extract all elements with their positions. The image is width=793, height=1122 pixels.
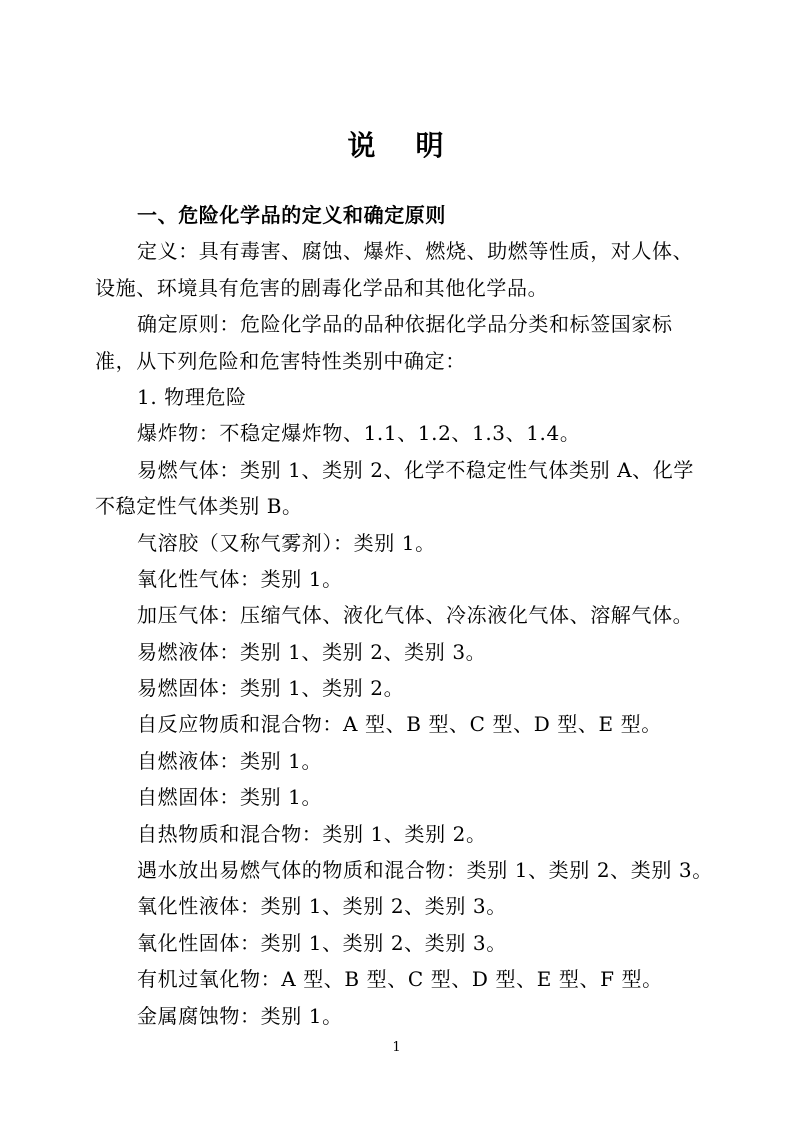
title-char-1: 说 [347, 129, 378, 162]
item-explosives: 爆炸物：不稳定爆炸物、1.1、1.2、1.3、1.4。 [137, 421, 581, 446]
principle-line-1: 确定原则：危险化学品的品种依据化学品分类和标签国家标 [137, 312, 673, 337]
item-water-reactive: 遇水放出易燃气体的物质和混合物：类别 1、类别 2、类别 3。 [137, 858, 713, 883]
item-self-reactive: 自反应物质和混合物：A 型、B 型、C 型、D 型、E 型。 [137, 712, 662, 737]
document-body [95, 197, 713, 1034]
item-oxidizing-gases: 氧化性气体：类别 1。 [137, 566, 343, 591]
page-title [0, 124, 793, 164]
section-heading: 一、危险化学品的定义和确定原则 [137, 203, 446, 227]
item-self-heating: 自热物质和混合物：类别 1、类别 2。 [137, 821, 487, 846]
principle-line-2: 准，从下列危险和危害特性类别中确定： [95, 348, 466, 373]
item-flammable-solids: 易燃固体：类别 1、类别 2。 [137, 676, 405, 701]
definition-line-1: 定义：具有毒害、腐蚀、爆炸、燃烧、助燃等性质，对人体、 [137, 239, 694, 264]
title-char-2: 明 [415, 129, 446, 162]
item-pyrophoric-solids: 自燃固体：类别 1。 [137, 785, 323, 810]
item-metal-corrosive: 金属腐蚀物：类别 1。 [137, 1003, 343, 1028]
subsection-heading: 1. 物理危险 [137, 384, 247, 409]
item-gases-under-pressure: 加压气体：压缩气体、液化气体、冷冻液化气体、溶解气体。 [137, 603, 694, 628]
item-oxidizing-liquids: 氧化性液体：类别 1、类别 2、类别 3。 [137, 894, 507, 919]
item-pyrophoric-liquids: 自燃液体：类别 1。 [137, 748, 323, 773]
item-flammable-gases-cont: 不稳定性气体类别 B。 [95, 494, 303, 519]
item-flammable-liquids: 易燃液体：类别 1、类别 2、类别 3。 [137, 639, 487, 664]
page-number: 1 [392, 1040, 401, 1055]
definition-line-2: 设施、环境具有危害的剧毒化学品和其他化学品。 [95, 275, 549, 300]
item-organic-peroxides: 有机过氧化物：A 型、B 型、C 型、D 型、E 型、F 型。 [137, 967, 663, 992]
item-oxidizing-solids: 氧化性固体：类别 1、类别 2、类别 3。 [137, 930, 507, 955]
item-flammable-gases: 易燃气体：类别 1、类别 2、化学不稳定性气体类别 A、化学 [137, 457, 694, 482]
item-aerosols: 气溶胶（又称气雾剂）：类别 1。 [137, 530, 436, 555]
